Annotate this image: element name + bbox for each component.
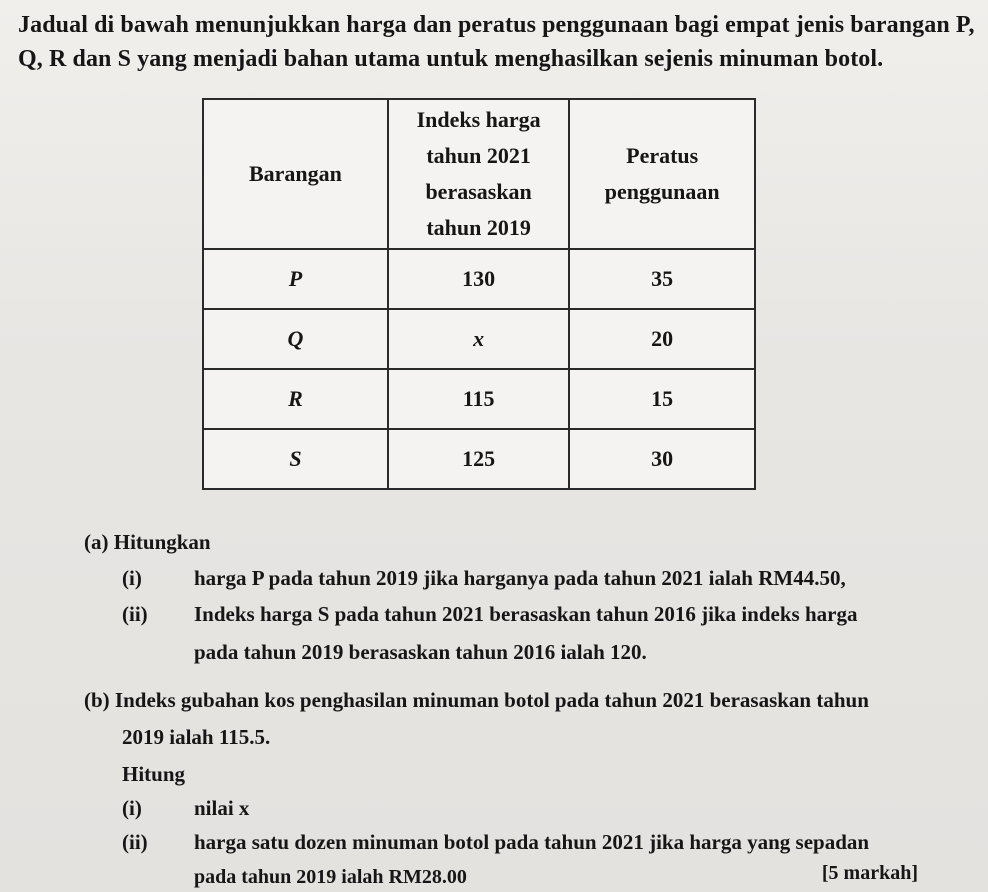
header-indeks-line-3: berasaskan [425,179,532,204]
part-b-ii-number: (ii) [122,830,148,854]
part-b-line-1: (b) Indeks gubahan kos penghasilan minuman botol pada tahun 2021 berasaskan tahun [84,688,869,712]
part-a-ii-text-line-1: Indeks harga S pada tahun 2021 berasaskan tahun 2016 jika indeks harga [194,602,858,626]
part-b-ii-text-line-1: harga satu dozen minuman botol pada tahun 2021 jika harga yang sepadan [194,830,870,854]
header-peratus [569,99,755,249]
header-indeks-line-2: tahun 2021 [426,143,531,168]
header-peratus-line-2: penggunaan [604,179,720,204]
table-row [203,429,755,489]
intro-line-2: Q, R dan S yang menjadi bahan utama untuk menghasilkan sejenis minuman botol. [18,46,884,72]
cell-index: 115 [388,369,569,429]
part-a-ii-text-line-2: pada tahun 2019 berasaskan tahun 2016 ialah 120. [194,640,647,664]
header-barangan: Barangan [203,99,388,249]
cell-item: P [203,249,388,309]
cell-percent: 20 [569,309,755,369]
header-indeks-line-1: Indeks harga [416,107,541,132]
part-b-ii-text-line-2: pada tahun 2019 ialah RM28.00 [194,866,467,888]
cell-percent: 30 [569,429,755,489]
marks-label: [5 markah] [821,862,918,884]
part-a-i-number: (i) [122,566,142,590]
part-b-i-text: nilai x [194,796,250,820]
part-a-heading: (a) Hitungkan [84,530,211,554]
part-b-line-2: 2019 ialah 115.5. [122,725,271,749]
table-row [203,309,755,369]
cell-percent: 35 [569,249,755,309]
table-header-row [203,99,755,249]
header-indeks-harga [388,99,569,249]
cell-index: 125 [388,429,569,489]
part-b-i [122,796,249,821]
cell-index: 130 [388,249,569,309]
table-row [203,249,755,309]
part-a-i-text: harga P pada tahun 2019 jika harganya pada tahun 2021 ialah RM44.50, [194,566,846,590]
cell-item: S [203,429,388,489]
table-row [203,369,755,429]
intro-paragraph [18,8,978,76]
part-a-i [122,566,846,591]
part-b-hitung: Hitung [122,762,186,786]
price-index-table [202,98,756,490]
intro-line-1: Jadual di bawah menunjukkan harga dan peratus penggunaan bagi empat jenis barangan P, [18,12,975,38]
cell-index: x [388,309,569,369]
part-b-ii [122,830,869,855]
header-indeks-line-4: tahun 2019 [426,215,531,240]
cell-item: R [203,369,388,429]
part-a-ii-number: (ii) [122,602,148,626]
cell-percent: 15 [569,369,755,429]
part-a-ii [122,602,857,627]
cell-item: Q [203,309,388,369]
part-b-i-number: (i) [122,796,142,820]
header-peratus-line-1: Peratus [626,143,699,168]
